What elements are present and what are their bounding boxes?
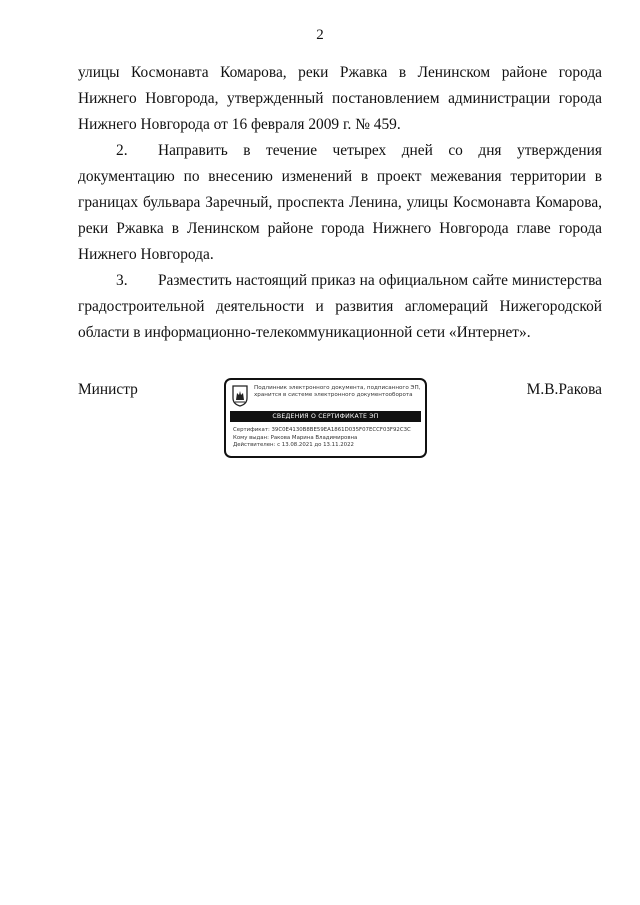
issued-to-row: [233, 435, 423, 443]
paragraph-continuation: [78, 60, 602, 138]
issued-to-label: Кому выдан:: [233, 434, 269, 441]
certificate-row: [233, 427, 423, 435]
signer-position: Министр: [78, 381, 138, 398]
issued-to-value: Ракова Марина Владимировна: [270, 434, 358, 441]
certificate-value: 39C0E4130B8BE59EA1861D035F07ECCF03F92C3C: [271, 427, 411, 433]
stamp-details: [233, 427, 423, 450]
page-number: 2: [316, 27, 324, 43]
validity-value: с 13.08.2021 до 13.11.2022: [277, 442, 354, 449]
stamp-notice: Подлинник электронного документа, подписанного ЭП, хранится в системе электронного документооборота: [254, 385, 421, 398]
list-item-3: [78, 268, 602, 346]
validity-label: Действителен:: [233, 442, 276, 449]
list-item-text: Направить в течение четырех дней со дня утверждения документацию по внесению изменений в проект межевания территории в границах бульвара Заречный, проспекта Ленина, улицы Космонавта Комарова, реки Ржавка в Ленинском районе города Нижнего Новгорода главе города Нижнего Новгорода.: [78, 142, 602, 263]
stamp-header: СВЕДЕНИЯ О СЕРТИФИКАТЕ ЭП: [230, 411, 421, 422]
validity-row: [233, 442, 423, 450]
list-item-2: [78, 138, 602, 268]
electronic-signature-stamp: [224, 378, 427, 458]
signer-name: М.В.Ракова: [526, 381, 602, 398]
coat-of-arms-icon: [232, 385, 248, 407]
certificate-label: Сертификат:: [233, 427, 270, 433]
document-body: [78, 60, 602, 346]
list-item-number: 3.: [116, 272, 128, 289]
list-item-text: Разместить настоящий приказ на официальном сайте министерства градостроительной деятельности и развития агломераций Нижегородской области в информационно-телекоммуникационной сети «Интернет».: [78, 272, 602, 341]
paragraph-text: улицы Космонавта Комарова, реки Ржавка в Ленинском районе города Нижнего Новгорода, утвержденный постановлением администрации города Нижнего Новгорода от 16 февраля 2009 г. № 459.: [78, 64, 602, 133]
signature-block: [78, 381, 602, 471]
list-item-number: 2.: [116, 142, 128, 159]
